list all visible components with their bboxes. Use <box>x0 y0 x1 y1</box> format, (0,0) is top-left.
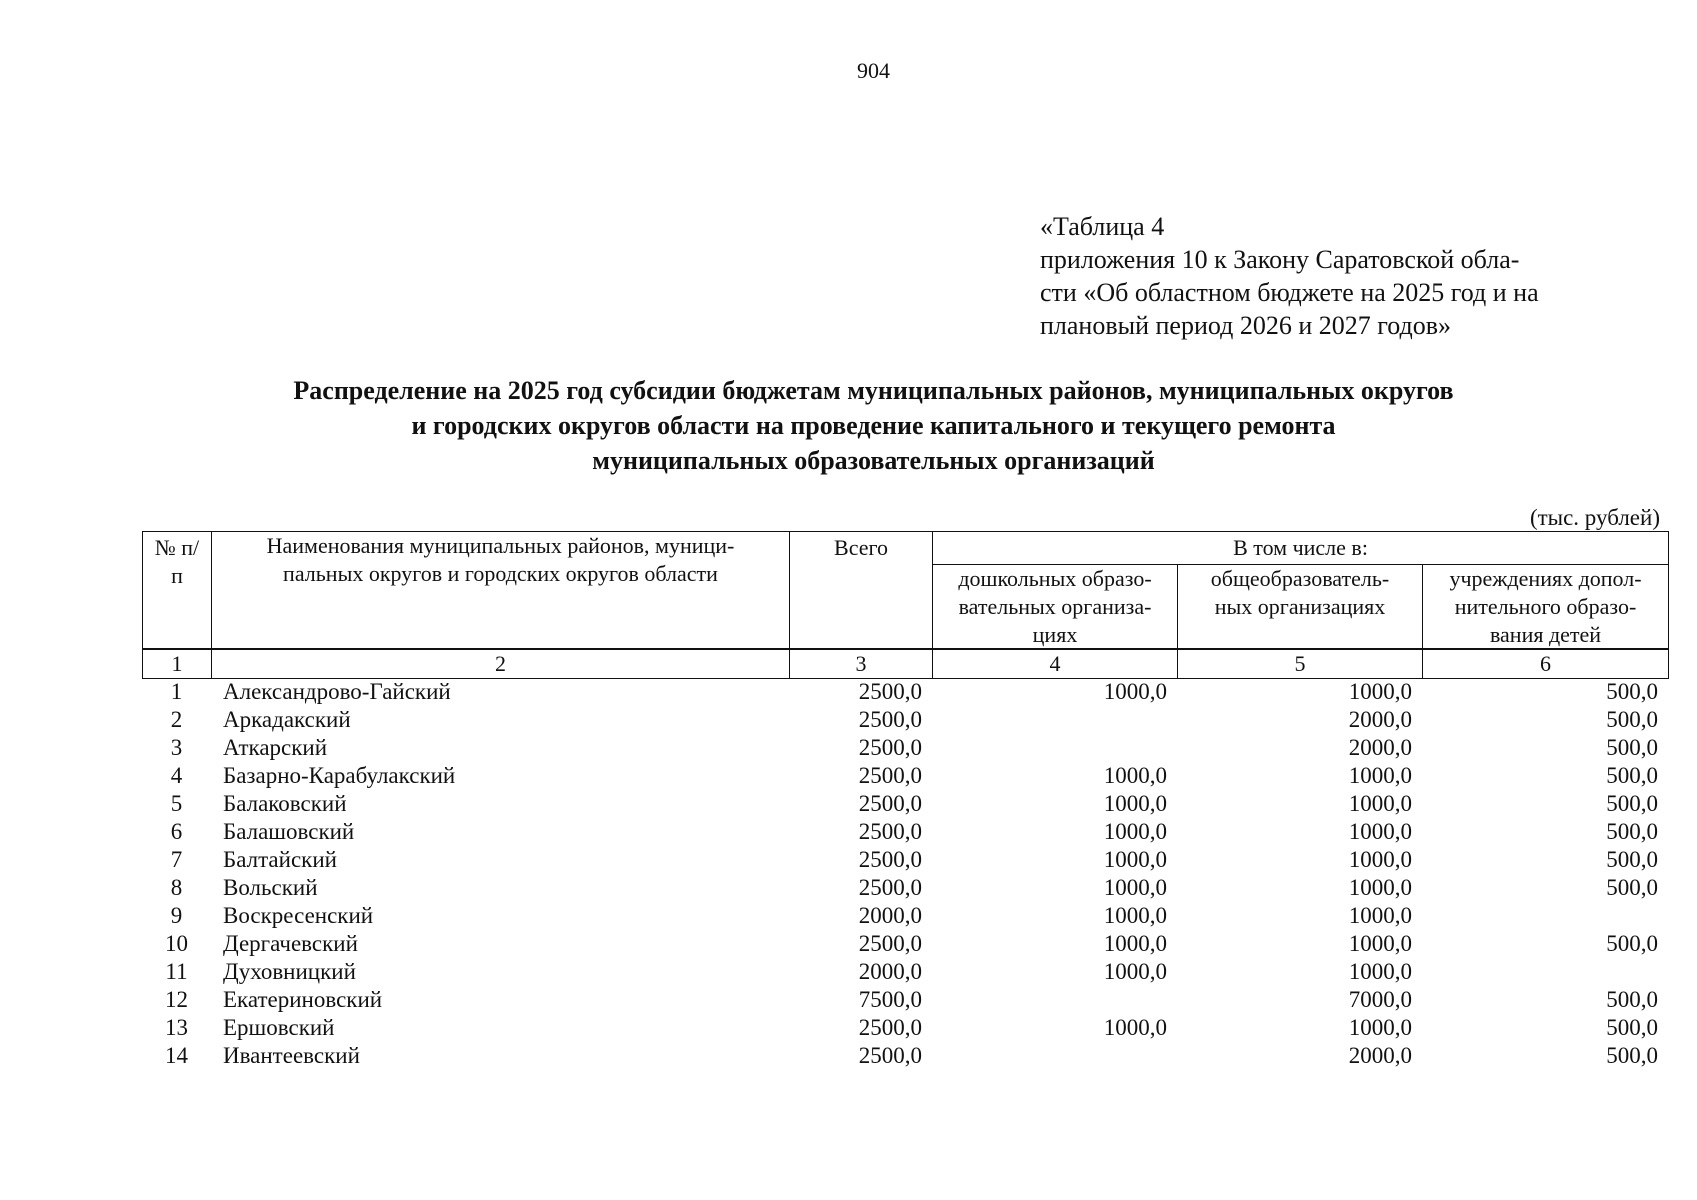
additional-cell: 500,0 <box>1606 987 1658 1012</box>
district-name-cell: Балтайский <box>223 847 337 872</box>
additional-cell: 500,0 <box>1606 763 1658 788</box>
preschool-cell: 1000,0 <box>1103 903 1167 928</box>
total-cell: 2500,0 <box>858 847 922 872</box>
table-row <box>142 1042 1668 1070</box>
header-total: Всего <box>790 532 933 650</box>
district-name-cell: Екатериновский <box>223 987 383 1012</box>
table-row <box>142 986 1668 1014</box>
general-cell: 2000,0 <box>1348 1043 1412 1068</box>
general-cell: 1000,0 <box>1348 1015 1412 1040</box>
general-cell: 2000,0 <box>1348 735 1412 760</box>
general-cell: 1000,0 <box>1348 903 1412 928</box>
general-cell: 1000,0 <box>1348 791 1412 816</box>
table-row <box>142 958 1668 986</box>
title-line: Распределение на 2025 год субсидии бюджетам муниципальных районов, муниципальных округов <box>293 376 1454 405</box>
table-row <box>142 846 1668 874</box>
additional-cell: 500,0 <box>1606 791 1658 816</box>
header-additional: учреждениях допол-нительного образо-вания детей <box>1423 565 1669 650</box>
row-number-cell: 1 <box>170 679 183 704</box>
table-header <box>142 531 1669 650</box>
appendix-note <box>1040 210 1600 342</box>
data-table-body <box>142 678 1668 1070</box>
total-cell: 2500,0 <box>858 679 922 704</box>
table-row <box>142 1014 1668 1042</box>
general-cell: 1000,0 <box>1348 763 1412 788</box>
units-label: (тыс. рублей) <box>1529 505 1660 530</box>
column-number: 3 <box>790 649 933 679</box>
total-cell: 2500,0 <box>858 1043 922 1068</box>
row-number-cell: 8 <box>170 875 183 900</box>
additional-cell <box>1422 958 1668 986</box>
row-number-cell: 5 <box>170 791 183 816</box>
district-name-cell: Аркадакский <box>223 707 351 732</box>
preschool-cell <box>932 986 1177 1014</box>
district-name-cell: Аткарский <box>223 735 328 760</box>
row-number-cell: 11 <box>165 959 188 984</box>
preschool-cell: 1000,0 <box>1103 875 1167 900</box>
header-num: № п/п <box>143 532 212 650</box>
district-name-cell: Духовницкий <box>223 959 356 984</box>
total-cell: 2500,0 <box>858 819 922 844</box>
document-title <box>0 373 1697 478</box>
total-cell: 2500,0 <box>858 875 922 900</box>
header-preschool: дошкольных образо-вательных организа-циях <box>933 565 1178 650</box>
additional-cell: 500,0 <box>1606 847 1658 872</box>
table-row <box>142 818 1668 846</box>
total-cell: 2000,0 <box>858 903 922 928</box>
row-number-cell: 3 <box>170 735 183 760</box>
data-table <box>142 678 1668 1070</box>
general-cell: 7000,0 <box>1348 987 1412 1012</box>
appendix-note-line: сти «Об областном бюджете на 2025 год и на <box>1040 278 1539 307</box>
table-row <box>142 762 1668 790</box>
preschool-cell: 1000,0 <box>1103 959 1167 984</box>
district-name-cell: Воскресенский <box>223 903 374 928</box>
district-name-cell: Вольский <box>223 875 318 900</box>
preschool-cell <box>932 706 1177 734</box>
general-cell: 1000,0 <box>1348 875 1412 900</box>
preschool-cell: 1000,0 <box>1103 1015 1167 1040</box>
row-number-cell: 4 <box>170 763 183 788</box>
row-number-cell: 7 <box>170 847 183 872</box>
district-name-cell: Дергачевский <box>223 931 358 956</box>
general-cell: 1000,0 <box>1348 679 1412 704</box>
district-name-cell: Базарно-Карабулакский <box>223 763 456 788</box>
table-row <box>142 706 1668 734</box>
preschool-cell: 1000,0 <box>1103 847 1167 872</box>
total-cell: 2000,0 <box>858 959 922 984</box>
row-number-cell: 14 <box>165 1043 188 1068</box>
preschool-cell <box>932 1042 1177 1070</box>
title-line: муниципальных образовательных организаций <box>592 446 1155 475</box>
additional-cell: 500,0 <box>1606 1015 1658 1040</box>
total-cell: 2500,0 <box>858 707 922 732</box>
additional-cell: 500,0 <box>1606 819 1658 844</box>
preschool-cell: 1000,0 <box>1103 791 1167 816</box>
additional-cell: 500,0 <box>1606 931 1658 956</box>
district-name-cell: Ивантеевский <box>223 1043 360 1068</box>
column-numbers-row <box>142 648 1669 679</box>
table-row <box>142 734 1668 762</box>
general-cell: 1000,0 <box>1348 931 1412 956</box>
additional-cell: 500,0 <box>1606 875 1658 900</box>
total-cell: 2500,0 <box>858 931 922 956</box>
additional-cell: 500,0 <box>1606 679 1658 704</box>
total-cell: 2500,0 <box>858 735 922 760</box>
row-number-cell: 13 <box>165 1015 188 1040</box>
column-number: 4 <box>933 649 1178 679</box>
total-cell: 2500,0 <box>858 1015 922 1040</box>
total-cell: 7500,0 <box>858 987 922 1012</box>
table-row <box>142 790 1668 818</box>
district-name-cell: Ершовский <box>223 1015 335 1040</box>
header-group: В том числе в: <box>933 532 1669 565</box>
appendix-note-line: плановый период 2026 и 2027 годов» <box>1040 311 1452 340</box>
header-general: общеобразователь-ных организациях <box>1178 565 1423 650</box>
page-number: 904 <box>857 58 890 83</box>
row-number-cell: 6 <box>170 819 183 844</box>
header-name: Наименования муниципальных районов, муници-пальных округов и городских округов области <box>212 532 790 650</box>
preschool-cell: 1000,0 <box>1103 763 1167 788</box>
row-number-cell: 12 <box>165 987 188 1012</box>
general-cell: 1000,0 <box>1348 847 1412 872</box>
column-number: 2 <box>212 649 790 679</box>
additional-cell <box>1422 902 1668 930</box>
total-cell: 2500,0 <box>858 763 922 788</box>
general-cell: 1000,0 <box>1348 819 1412 844</box>
table-row <box>142 874 1668 902</box>
appendix-note-line: приложения 10 к Закону Саратовской обла- <box>1040 245 1520 274</box>
additional-cell: 500,0 <box>1606 707 1658 732</box>
table-row <box>142 902 1668 930</box>
general-cell: 2000,0 <box>1348 707 1412 732</box>
district-name-cell: Балашовский <box>223 819 355 844</box>
additional-cell: 500,0 <box>1606 1043 1658 1068</box>
row-number-cell: 2 <box>170 707 183 732</box>
column-number: 5 <box>1178 649 1423 679</box>
table-row <box>142 678 1668 706</box>
title-line: и городских округов области на проведение капитального и текущего ремонта <box>411 411 1336 440</box>
preschool-cell: 1000,0 <box>1103 819 1167 844</box>
general-cell: 1000,0 <box>1348 959 1412 984</box>
total-cell: 2500,0 <box>858 791 922 816</box>
additional-cell: 500,0 <box>1606 735 1658 760</box>
preschool-cell: 1000,0 <box>1103 679 1167 704</box>
preschool-cell <box>932 734 1177 762</box>
table-row <box>142 930 1668 958</box>
district-name-cell: Александрово-Гайский <box>223 679 451 704</box>
row-number-cell: 10 <box>165 931 188 956</box>
appendix-note-line: «Таблица 4 <box>1040 212 1165 241</box>
district-name-cell: Балаковский <box>223 791 347 816</box>
preschool-cell: 1000,0 <box>1103 931 1167 956</box>
column-number: 1 <box>143 649 212 679</box>
column-number: 6 <box>1423 649 1669 679</box>
row-number-cell: 9 <box>170 903 183 928</box>
